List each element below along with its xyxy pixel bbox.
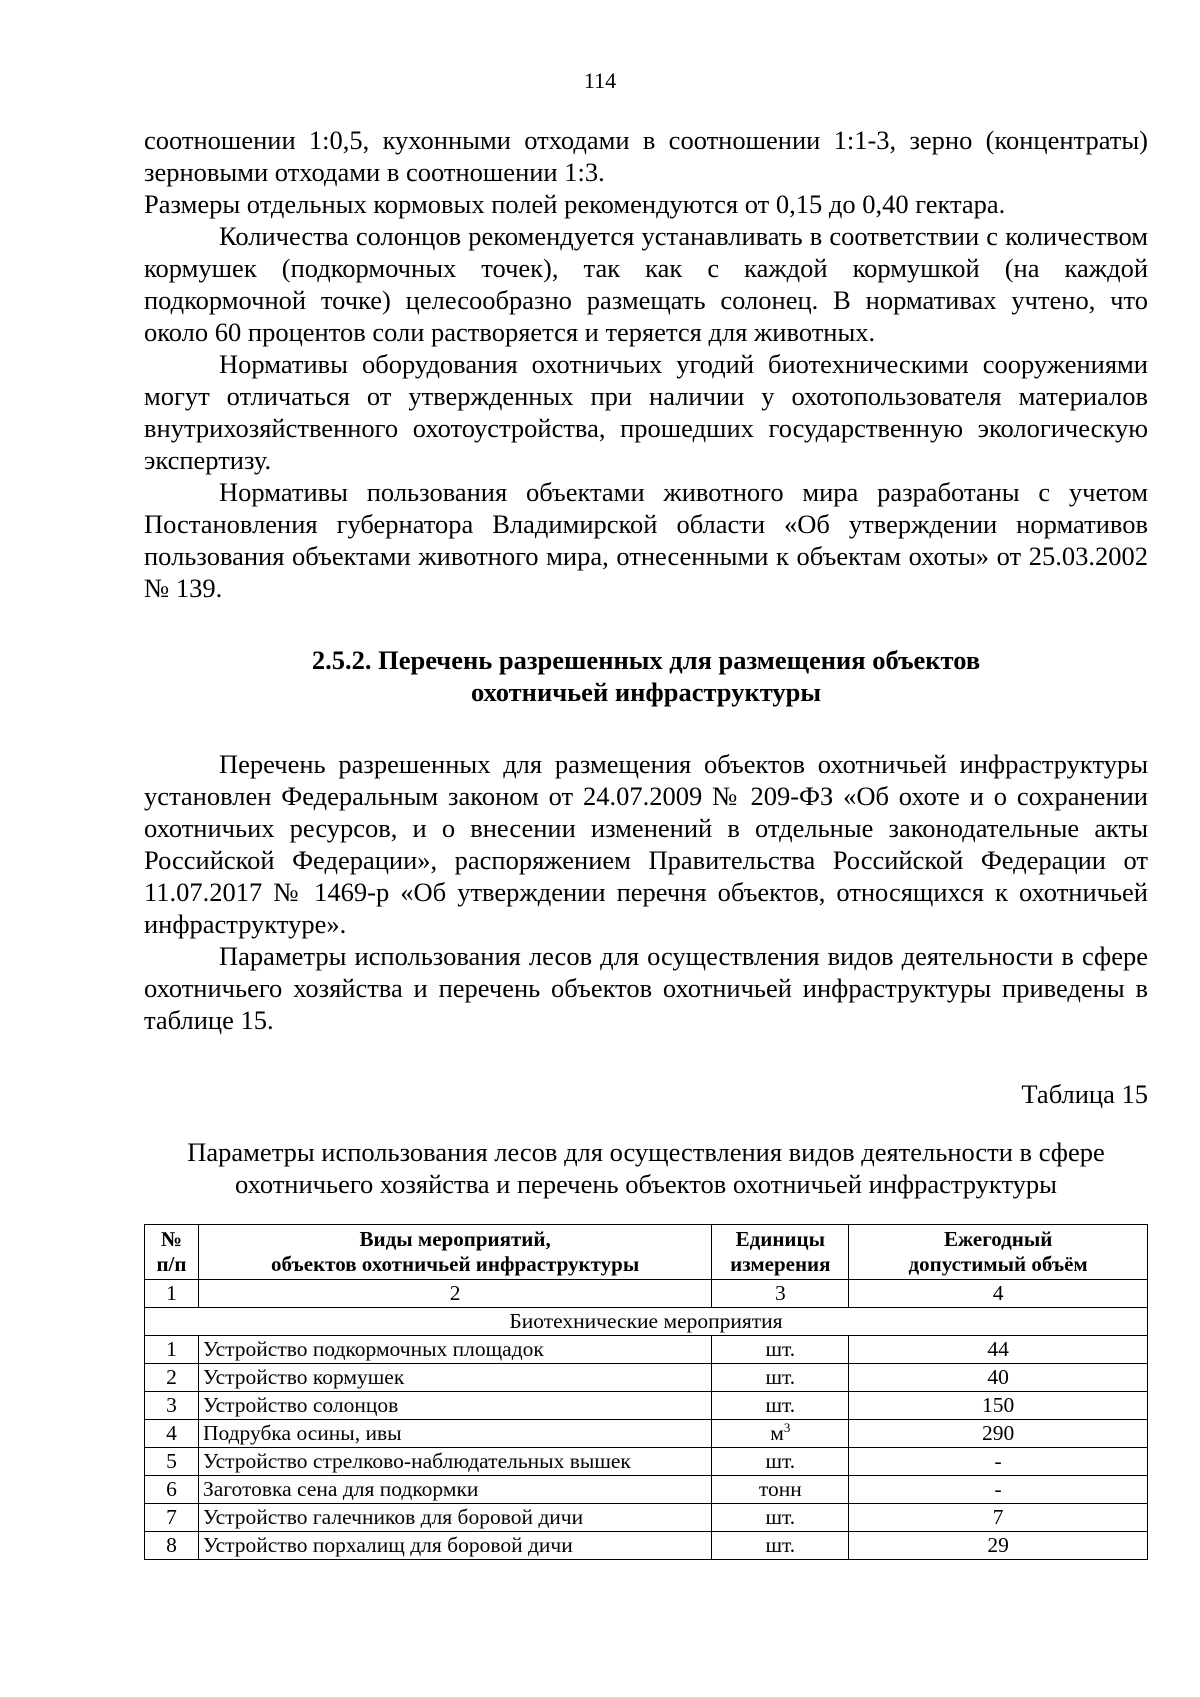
row-unit: шт. [712, 1504, 849, 1532]
table-row [145, 1392, 1148, 1420]
column-number: 2 [198, 1280, 711, 1308]
row-value: 40 [849, 1364, 1148, 1392]
row-num: 3 [145, 1392, 199, 1420]
column-number-row [145, 1280, 1148, 1308]
hunting-infrastructure-table [144, 1224, 1148, 1560]
table-header-row [145, 1225, 1148, 1280]
row-name: Заготовка сена для подкормки [198, 1476, 711, 1504]
group-row [145, 1308, 1148, 1336]
table-row [145, 1420, 1148, 1448]
row-unit [712, 1420, 849, 1448]
paragraph-infrastructure-list: Перечень разрешенных для размещения объектов охотничьей инфраструктуры установлен Федеральным законом от 24.07.2009 № 209-ФЗ «Об охоте и о сохранении охотничьих ресурсов, и о внесении изменений в отдельные законодательные акты Российской Федерации», распоряжением Правительства Российской Федерации от 11.07.2017 № 1469-р «Об утверждении перечня объектов, относящихся к охотничьей инфраструктуре». [144, 749, 1148, 939]
row-name: Устройство стрелково-наблюдательных вышек [198, 1448, 711, 1476]
column-number: 3 [712, 1280, 849, 1308]
table-label: Таблица 15 [1021, 1079, 1148, 1109]
row-name: Устройство галечников для боровой дичи [198, 1504, 711, 1532]
table-row [145, 1336, 1148, 1364]
unit-superscript: 3 [783, 1419, 791, 1435]
header-unit: Единицы измерения [712, 1225, 849, 1280]
table-row [145, 1532, 1148, 1560]
header-num: № п/п [145, 1225, 199, 1280]
page-number: 114 [583, 68, 617, 93]
table-row [145, 1448, 1148, 1476]
section-heading [144, 644, 1148, 708]
paragraph-feed-ratios: соотношении 1:0,5, кухонными отходами в соотношении 1:1-3, зерно (концентраты) зерновыми отходами в соотношении 1:3. [144, 125, 1148, 187]
column-number: 1 [145, 1280, 199, 1308]
row-value: 150 [849, 1392, 1148, 1420]
row-num: 7 [145, 1504, 199, 1532]
section-heading-line-2: охотничьей инфраструктуры [470, 677, 822, 707]
row-name: Устройство солонцов [198, 1392, 711, 1420]
row-unit: тонн [712, 1476, 849, 1504]
table-caption [144, 1136, 1148, 1200]
paragraph-table-reference: Параметры использования лесов для осуществления видов деятельности в сфере охотничьего хозяйства и перечень объектов охотничьей инфраструктуры приведены в таблице 15. [144, 941, 1148, 1035]
row-unit: шт. [712, 1448, 849, 1476]
group-title: Биотехнические мероприятия [145, 1308, 1148, 1336]
row-num: 4 [145, 1420, 199, 1448]
row-value: 29 [849, 1532, 1148, 1560]
table-caption-line-1: Параметры использования лесов для осуществления видов деятельности в сфере [187, 1137, 1105, 1167]
row-num: 8 [145, 1532, 199, 1560]
row-value: 7 [849, 1504, 1148, 1532]
header-volume: Ежегодный допустимый объём [849, 1225, 1148, 1280]
column-number: 4 [849, 1280, 1148, 1308]
paragraph-salt-licks: Количества солонцов рекомендуется устанавливать в соответствии с количеством кормушек (подкормочных точек), так как с каждой кормушкой (на каждой подкормочной точке) целесообразно размещать солонец. В нормативах учтено, что около 60 процентов соли растворяется и теряется для животных. [144, 221, 1148, 347]
row-unit: шт. [712, 1364, 849, 1392]
table-row [145, 1504, 1148, 1532]
row-num: 6 [145, 1476, 199, 1504]
row-name: Устройство подкормочных площадок [198, 1336, 711, 1364]
row-num: 2 [145, 1364, 199, 1392]
row-value: 290 [849, 1420, 1148, 1448]
table-caption-line-2: охотничьего хозяйства и перечень объектов охотничьей инфраструктуры [234, 1169, 1057, 1199]
row-num: 1 [145, 1336, 199, 1364]
row-value: 44 [849, 1336, 1148, 1364]
row-unit: шт. [712, 1336, 849, 1364]
row-unit: шт. [712, 1392, 849, 1420]
row-name: Подрубка осины, ивы [198, 1420, 711, 1448]
paragraph-equipment-norms: Нормативы оборудования охотничьих угодий биотехническими сооружениями могут отличаться от утвержденных при наличии у охотопользователя материалов внутрихозяйственного охотоустройства, прошедших государственную экологическую экспертизу. [144, 349, 1148, 475]
table-row [145, 1476, 1148, 1504]
page-body [144, 124, 1148, 1560]
paragraph-field-sizes: Размеры отдельных кормовых полей рекомендуются от 0,15 до 0,40 гектара. [144, 189, 1006, 219]
row-unit: шт. [712, 1532, 849, 1560]
paragraph-usage-norms: Нормативы пользования объектами животного мира разработаны с учетом Постановления губернатора Владимирской области «Об утверждении нормативов пользования объектами животного мира, отнесенными к объектам охоты» от 25.03.2002 № 139. [144, 477, 1148, 603]
row-name: Устройство порхалищ для боровой дичи [198, 1532, 711, 1560]
row-num: 5 [145, 1448, 199, 1476]
header-name: Виды мероприятий, объектов охотничьей инфраструктуры [198, 1225, 711, 1280]
unit-base: м [770, 1421, 784, 1445]
row-value: - [849, 1448, 1148, 1476]
row-value: - [849, 1476, 1148, 1504]
row-name: Устройство кормушек [198, 1364, 711, 1392]
table-row [145, 1364, 1148, 1392]
section-heading-line-1: 2.5.2. Перечень разрешенных для размещения объектов [311, 645, 981, 675]
